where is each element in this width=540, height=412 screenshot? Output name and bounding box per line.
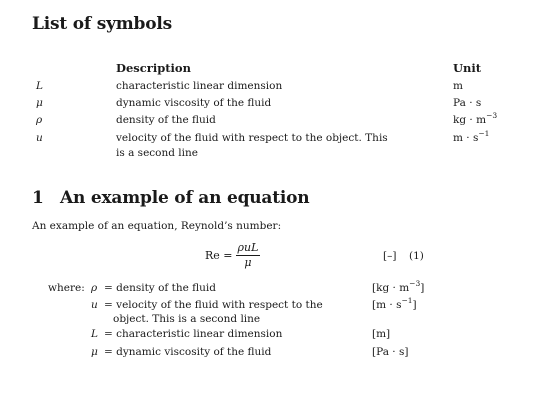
section-number: 1 <box>32 188 44 208</box>
where-symbol-rho: ρ <box>91 282 98 294</box>
symbol-L-description: characteristic linear dimension <box>116 80 283 92</box>
symbol-mu-description: dynamic viscosity of the fluid <box>116 97 272 109</box>
reynolds-equation <box>205 241 260 270</box>
symbol-u: u <box>36 132 43 144</box>
equation-fraction <box>236 241 261 270</box>
where-L-text: = characteristic linear dimension <box>104 328 283 340</box>
symbol-u-unit: $m \cdot s^{-1}$ <box>453 129 490 144</box>
where-rho-unit: $[kg \cdot m^{-3}]$ <box>372 279 425 294</box>
equation-denominator: μ <box>244 256 252 269</box>
where-symbol-mu: μ <box>91 346 98 358</box>
symbol-mu-unit: Pa · s <box>453 97 482 109</box>
symbol-u-description: velocity of the fluid with respect to the object. This <box>116 132 388 144</box>
symbol-rho-unit: kg · $m^{-3}$ <box>453 111 498 126</box>
where-symbol-u: u <box>91 299 98 311</box>
symbols-description-header: Description <box>116 61 191 75</box>
where-mu-unit: [Pa · s] <box>372 346 409 358</box>
section-intro: An example of an equation, Reynold’s number: <box>32 220 282 232</box>
symbol-rho-description: density of the fluid <box>116 114 216 126</box>
symbols-title: List of symbols <box>32 14 173 34</box>
symbols-unit-header: Unit <box>453 61 482 75</box>
where-u-unit: $[m \cdot s^{-1}]$ <box>372 296 417 311</box>
equation-numerator: ρuL <box>237 241 259 254</box>
where-mu-text: = dynamic viscosity of the fluid <box>104 346 272 358</box>
symbol-u-description-line2: is a second line <box>116 147 199 159</box>
symbol-L-unit: m <box>453 80 463 92</box>
symbol-L: L <box>36 80 43 92</box>
equation-unit: [–] <box>383 250 397 262</box>
symbol-mu: μ <box>36 97 43 109</box>
where-u-text: = velocity of the fluid with respect to the <box>104 299 323 311</box>
section-title: An example of an equation <box>60 188 310 208</box>
where-rho-text: = density of the fluid <box>104 282 216 294</box>
where-symbol-L: L <box>91 328 98 340</box>
where-u-text-line2: object. This is a second line <box>113 313 261 325</box>
where-L-unit: [m] <box>372 328 391 340</box>
equation-lhs: Re = <box>205 249 233 262</box>
equation-number: (1) <box>409 250 424 262</box>
where-label: where: <box>48 282 85 294</box>
symbol-rho: ρ <box>36 114 43 126</box>
